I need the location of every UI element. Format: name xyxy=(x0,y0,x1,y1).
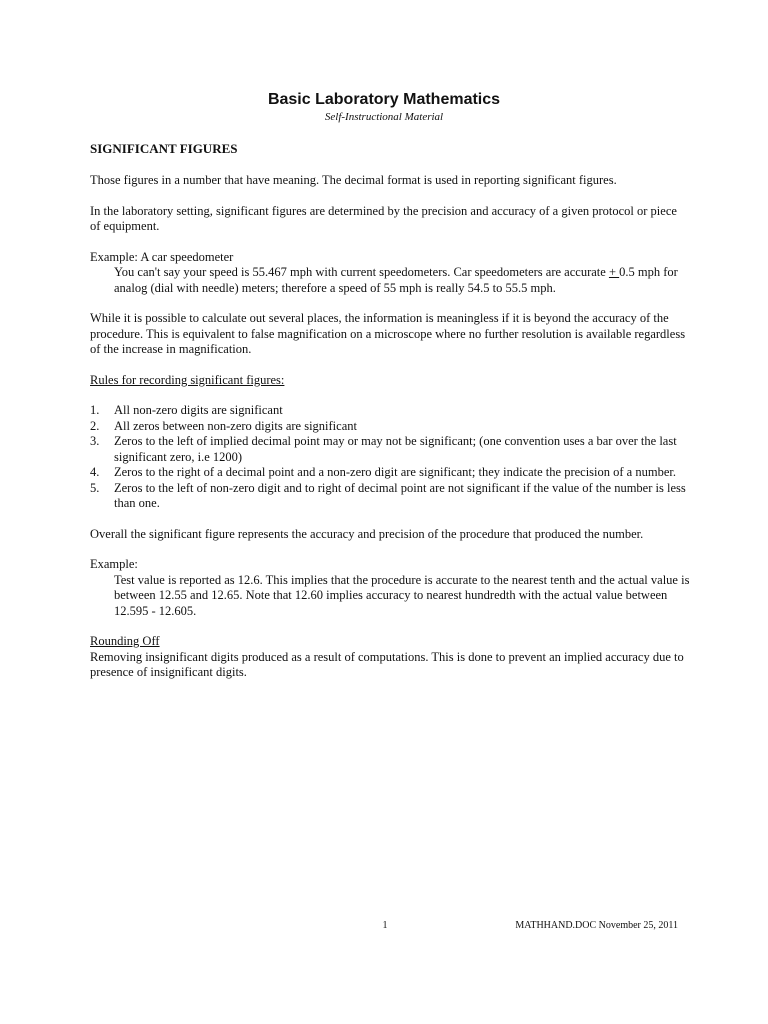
rule-item xyxy=(90,403,690,419)
test-value-example xyxy=(90,557,690,619)
rule-text: Zeros to the left of non-zero digit and to right of decimal point are not significant if the value of the number is less than one. xyxy=(114,480,686,510)
rule-text: Zeros to the right of a decimal point and a non-zero digit are significant; they indicate the precision of a number. xyxy=(114,465,676,479)
rule-item xyxy=(90,419,690,435)
example-label: Example: xyxy=(90,557,138,571)
rule-number: 3. xyxy=(90,434,100,448)
meaningless-paragraph: While it is possible to calculate out several places, the information is meaningless if it is beyond the accuracy of the procedure. This is equivalent to false magnification on a microscope where no further resolution is available regardless of the increase in magnification. xyxy=(90,311,686,356)
definition-paragraph: Those figures in a number that have meaning. The decimal format is used in reporting significant figures. xyxy=(90,173,617,187)
document-body xyxy=(90,141,690,681)
example-text-end: 0.5 mph for analog (dial with needle) meters; therefore a speed of 55 mph is really 54.5 to 55.5 mph. xyxy=(114,265,678,295)
lab-setting-paragraph: In the laboratory setting, significant figures are determined by the precision and accuracy of a given protocol or piece of equipment. xyxy=(90,203,677,233)
rule-text: Zeros to the left of implied decimal point may or may not be significant; (one convention uses a bar over the last significant zero, i.e 1200) xyxy=(114,434,677,464)
rounding-heading: Rounding Off xyxy=(90,634,160,648)
example-text xyxy=(90,265,690,296)
rounding-section xyxy=(90,634,690,681)
rule-text: All zeros between non-zero digits are significant xyxy=(114,418,357,433)
example-text-start: You can't say your speed is 55.467 mph with current speedometers. Car speedometers are accurate xyxy=(114,265,609,279)
rule-number: 4. xyxy=(90,465,100,479)
rule-item xyxy=(90,465,690,481)
rule-text: All non-zero digits are significant xyxy=(114,403,283,417)
section-heading: SIGNIFICANT FIGURES xyxy=(90,141,238,156)
rule-number: 2. xyxy=(90,418,100,433)
overall-paragraph: Overall the significant figure represents the accuracy and precision of the procedure that produced the number. xyxy=(90,526,644,541)
rule-number: 1. xyxy=(90,403,100,417)
speedometer-example xyxy=(90,250,690,297)
example-text: Test value is reported as 12.6. This implies that the procedure is accurate to the nearest tenth and the actual value is between 12.55 and 12.65. Note that 12.60 implies accuracy to nearest hundredth with the actual value between 12.595 - 12.605. xyxy=(114,572,690,618)
rule-item xyxy=(90,481,690,512)
rules-heading: Rules for recording significant figures: xyxy=(90,372,285,387)
plus-minus-symbol: + xyxy=(608,265,620,279)
page-number: 1 xyxy=(382,920,388,931)
document-info: MATHHAND.DOC November 25, 2011 xyxy=(515,920,678,931)
rule-item xyxy=(90,434,690,465)
rule-number: 5. xyxy=(90,480,100,495)
rounding-text: Removing insignificant digits produced as a result of computations. This is done to prevent an implied accuracy due to presence of insignificant digits. xyxy=(90,649,684,679)
rules-list xyxy=(90,403,690,512)
example-label: Example: A car speedometer xyxy=(90,249,234,264)
document-title: Basic Laboratory Mathematics xyxy=(267,91,501,108)
document-subtitle: Self-Instructional Material xyxy=(324,111,444,123)
